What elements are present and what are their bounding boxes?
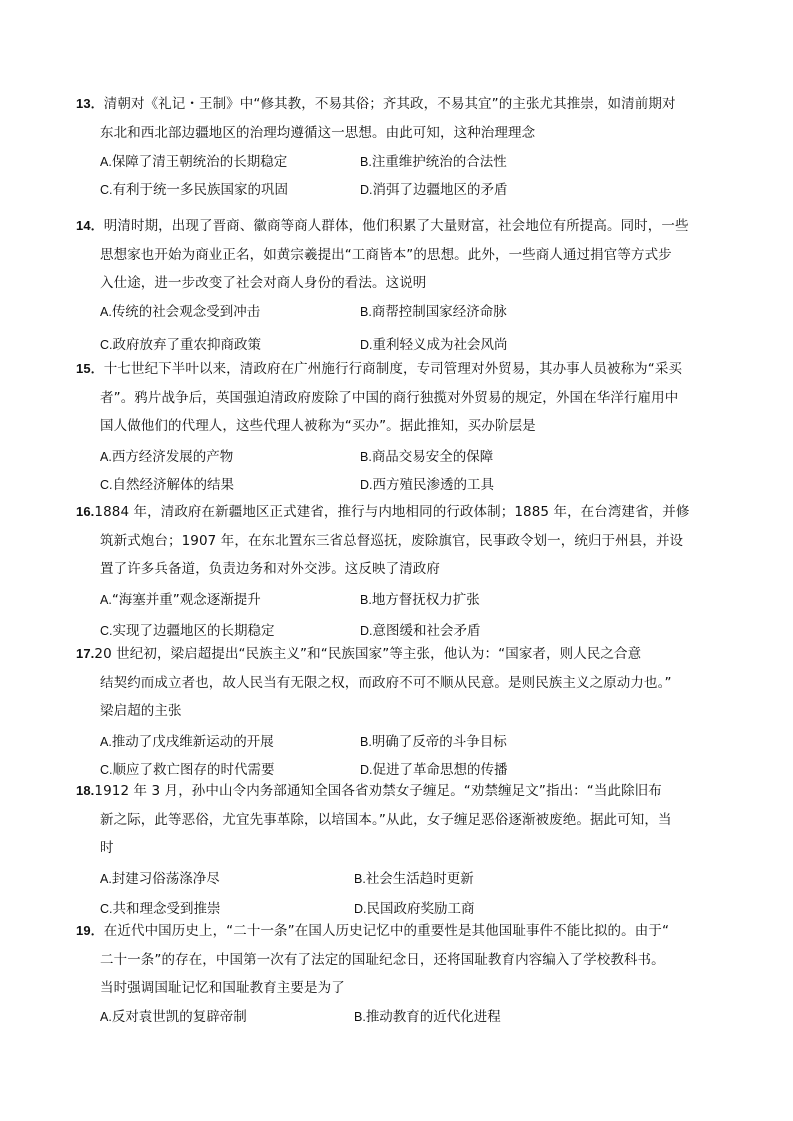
option-d[interactable]: D.西方殖民渗透的工具: [360, 476, 494, 493]
option-c[interactable]: C.共和理念受到推崇: [100, 900, 221, 917]
options-row: [76, 176, 706, 204]
options-row: [76, 865, 706, 893]
option-c[interactable]: C.顺应了救亡图存的时代需要: [100, 761, 275, 778]
question-text-line: 东北和西北部边疆地区的治理均遵循这一思想。由此可知，这种治理理念: [100, 124, 536, 141]
question-text-line: 入仕途，进一步改变了社会对商人身份的看法。这说明: [100, 275, 427, 291]
question-text-line: 者”。鸦片战争后，英国强迫清政府废除了中国的商行独揽对外贸易的规定，外国在华洋行雇用中: [100, 389, 679, 406]
options-row: [76, 586, 706, 614]
question-text-line: 时: [100, 840, 114, 856]
question-number: 14．: [76, 218, 104, 233]
option-a[interactable]: A.保障了清王朝统治的长期稳定: [100, 154, 288, 170]
question-13: [76, 90, 706, 204]
option-d[interactable]: D.消弭了边疆地区的矛盾: [360, 182, 508, 198]
option-d[interactable]: D.重利轻义成为社会风尚: [360, 336, 508, 353]
options-row: [76, 1003, 706, 1031]
option-b[interactable]: B.地方督抚权力扩张: [360, 591, 480, 608]
option-d[interactable]: D.促进了革命思想的传播: [360, 761, 508, 778]
question-19: [76, 917, 706, 1031]
question-number: 16.: [76, 504, 95, 519]
option-a[interactable]: A.封建习俗荡涤净尽: [100, 870, 220, 887]
question-text-line: 当时强调国耻记忆和国耻教育主要是为了: [100, 980, 345, 996]
option-d[interactable]: D.民国政府奖励工商: [354, 900, 475, 917]
option-b[interactable]: B.社会生活趋时更新: [354, 870, 474, 887]
question-text-line: 1912 年 3 月，孙中山令内务部通知全国各省劝禁女子缠足。“劝禁缠足文”指出：“当此除旧布: [94, 783, 662, 799]
question-17: [76, 640, 706, 784]
option-a[interactable]: A.推动了戊戌维新运动的开展: [100, 733, 274, 750]
option-b[interactable]: B.推动教育的近代化进程: [354, 1008, 501, 1025]
question-text-line: 十七世纪下半叶以来，清政府在广州施行行商制度，专司管理对外贸易，其办事人员被称为“采买: [103, 361, 683, 377]
question-number: 17.: [76, 646, 95, 661]
question-number: 19．: [76, 923, 104, 938]
question-16: [76, 498, 706, 645]
option-b[interactable]: B.明确了反帝的斗争目标: [360, 733, 507, 750]
question-15: [76, 355, 706, 499]
question-text-line: 20 世纪初，梁启超提出“民族主义”和“民族国家”等主张，他认为：“国家者，则人民之合意: [94, 646, 642, 662]
question-text-line: 清朝对《礼记・王制》中“修其教，不易其俗；齐其政，不易其宜”的主张尤其推崇，如清前期对: [103, 96, 676, 112]
option-c[interactable]: C.实现了边疆地区的长期稳定: [100, 622, 275, 639]
options-row: [76, 148, 706, 176]
question-text-line: 明清时期，出现了晋商、徽商等商人群体，他们积累了大量财富，社会地位有所提高。同时，一些: [103, 218, 689, 234]
option-b[interactable]: B.商品交易安全的保障: [360, 448, 494, 465]
question-number: 15．: [76, 361, 104, 376]
question-number: 13．: [76, 96, 104, 111]
question-14: [76, 212, 706, 359]
question-number: 18.: [76, 783, 95, 798]
option-c[interactable]: C.政府放弃了重农抑商政策: [100, 336, 261, 353]
option-d[interactable]: D.意图缓和社会矛盾: [360, 622, 481, 639]
option-a[interactable]: A.“海塞并重”观念逐渐提升: [100, 591, 261, 608]
question-text-line: 新之际，此等恶俗，尤宜先事革除，以培国本。”从此，女子缠足恶俗逐渐被废绝。据此可知，当: [100, 811, 672, 828]
option-c[interactable]: C.有利于统一多民族国家的巩固: [100, 182, 288, 198]
question-text-line: 国人做他们的代理人，这些代理人被称为“买办”。据此推知，买办阶层是: [100, 418, 536, 434]
question-18: [76, 777, 706, 923]
options-row: [76, 443, 706, 471]
question-text-line: 在近代中国历史上，“二十一条”在国人历史记忆中的重要性是其他国耻事件不能比拟的。由于“: [103, 923, 670, 939]
question-text-line: 梁启超的主张: [100, 703, 182, 719]
option-a[interactable]: A.传统的社会观念受到冲击: [100, 303, 261, 320]
option-a[interactable]: A.反对袁世凯的复辟帝制: [100, 1008, 247, 1025]
options-row: [76, 728, 706, 756]
option-c[interactable]: C.自然经济解体的结果: [100, 476, 234, 493]
options-row: [76, 298, 706, 326]
question-text-line: 思想家也开始为商业正名，如黄宗羲提出“工商皆本”的思想。此外，一些商人通过捐官等方式步: [100, 246, 672, 263]
options-row: [76, 471, 706, 499]
question-text-line: 结契约而成立者也，故人民当有无限之权，而政府不可不顺从民意。是则民族主义之原动力也。”: [100, 674, 672, 691]
question-text-line: 置了许多兵备道，负责边务和对外交涉。这反映了清政府: [100, 561, 440, 577]
option-b[interactable]: B.商帮控制国家经济命脉: [360, 303, 507, 320]
question-text-line: 筑新式炮台；1907 年，在东北置东三省总督巡抚，废除旗官，民事政令划一，统归于州县，并设: [100, 532, 684, 549]
question-text-line: 二十一条”的存在，中国第一次有了法定的国耻纪念日，还将国耻教育内容编入了学校教科书。: [100, 951, 665, 968]
option-b[interactable]: B.注重维护统治的合法性: [360, 154, 507, 170]
question-text-line: 1884 年，清政府在新疆地区正式建省，推行与内地相同的行政体制；1885 年，在台湾建省，并修: [94, 504, 690, 520]
option-a[interactable]: A.西方经济发展的产物: [100, 448, 234, 465]
